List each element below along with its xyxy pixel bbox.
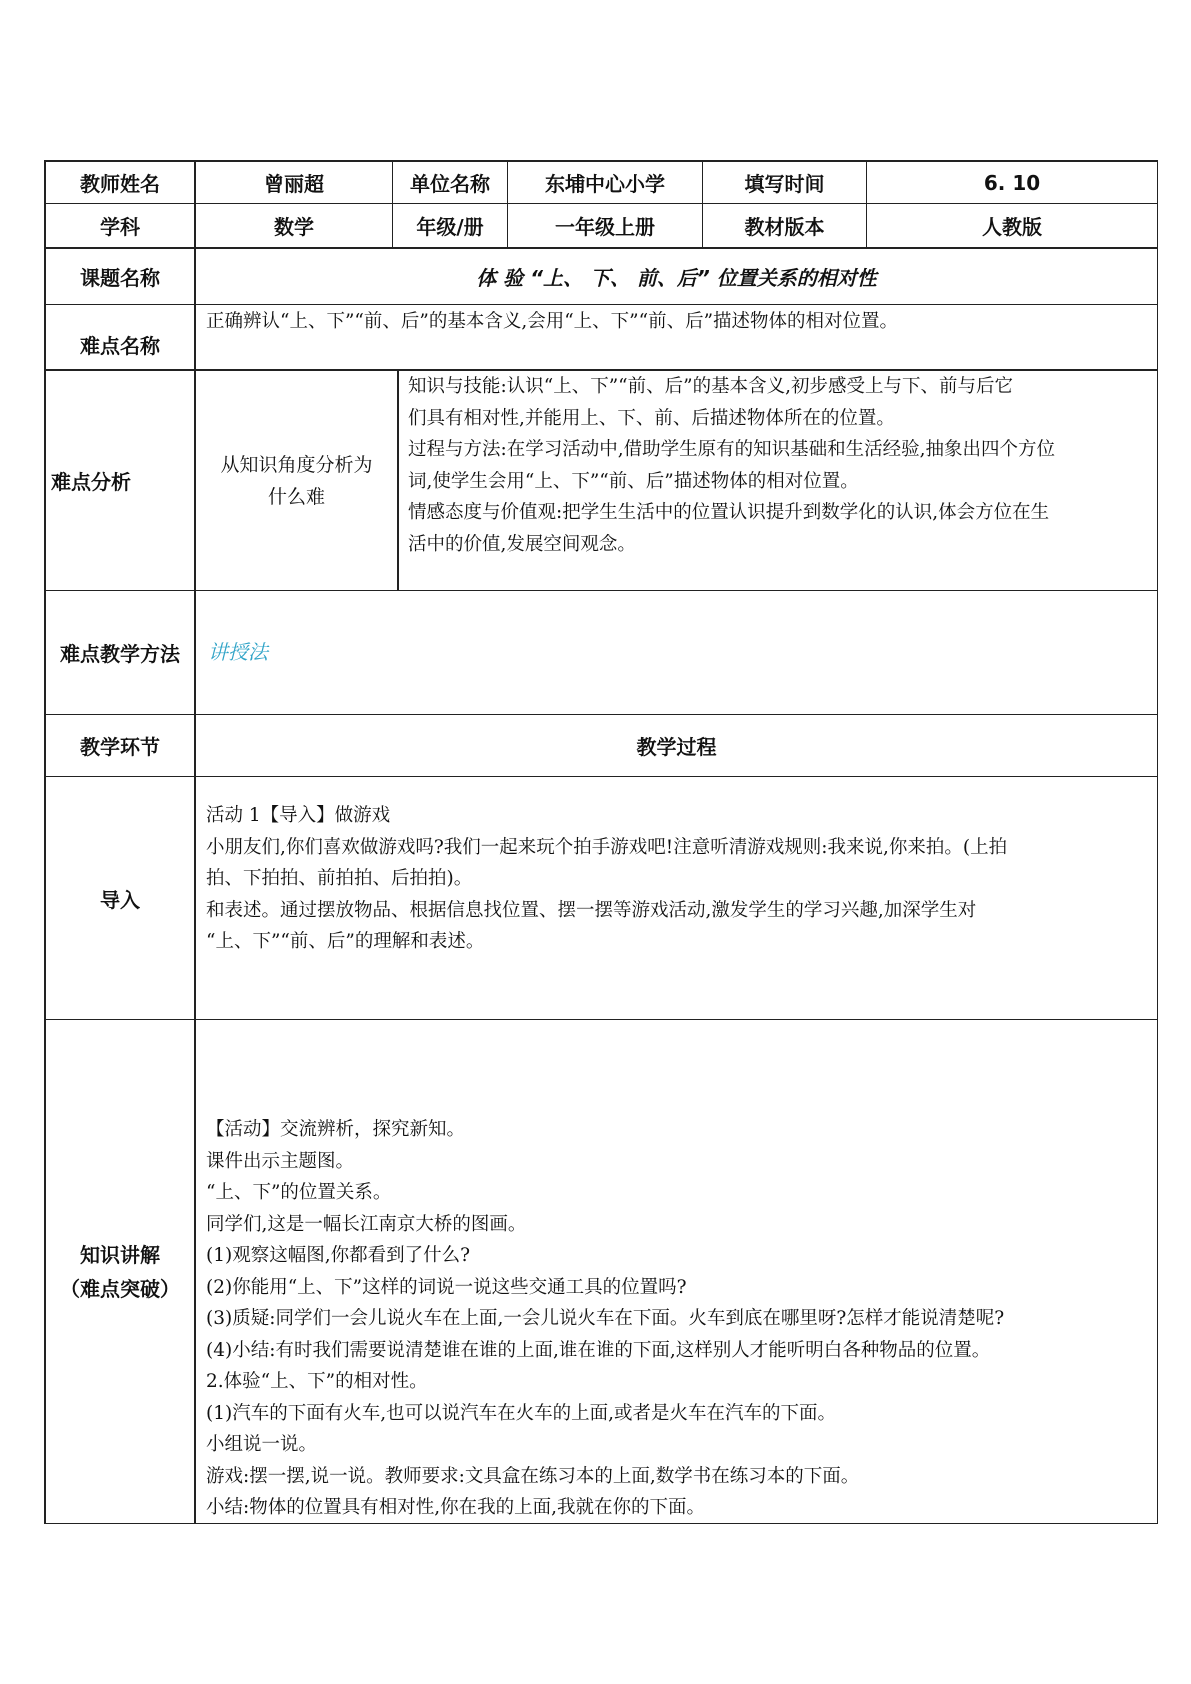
knowledge-label-line: 知识讲解 (80, 1242, 160, 1267)
analysis-sub-label-line: 什么难 (267, 485, 325, 508)
knowledge-line: 同学们,这是一幅长江南京大桥的图画。 (206, 1213, 527, 1235)
subject-label: 学科 (100, 215, 140, 239)
edition-label: 教材版本 (744, 215, 825, 239)
table-rule (44, 590, 1158, 591)
analysis-line: 过程与方法:在学习活动中,借助学生原有的知识基础和生活经验,抽象出四个方位 (408, 439, 1055, 460)
method-label: 难点教学方法 (60, 642, 180, 666)
table-rule (44, 304, 1158, 305)
difficulty-text: 正确辨认“上、下”“前、后”的基本含义,会用“上、下”“前、后”描述物体的相对位置。 (206, 311, 899, 332)
method-value: 讲授法 (208, 640, 268, 664)
knowledge-line: (2)你能用“上、下”这样的词说一说这些交通工具的位置吗? (206, 1276, 687, 1298)
knowledge-line: 2.体验“上、下”的相对性。 (206, 1371, 428, 1392)
fill-date-label: 填写时间 (744, 172, 825, 196)
intro-line: 活动 1【导入】做游戏 (206, 805, 391, 826)
grade-value: 一年级上册 (555, 215, 655, 239)
process-stage-header: 教学环节 (80, 735, 160, 759)
analysis-label: 难点分析 (51, 470, 131, 494)
table-rule (1157, 160, 1158, 1524)
knowledge-line: 课件出示主题图。 (206, 1150, 355, 1172)
unit-name-label: 单位名称 (410, 172, 490, 196)
table-rule (397, 370, 399, 591)
analysis-line: 情感态度与价值观:把学生生活中的位置认识提升到数学化的认识,体会方位在生 (408, 502, 1050, 523)
intro-line: 拍、下拍拍、前拍拍、后拍拍)。 (206, 868, 473, 889)
analysis-sub-label (196, 371, 397, 590)
process-content-header: 教学过程 (636, 735, 717, 759)
knowledge-label-line: （难点突破） (60, 1276, 180, 1301)
analysis-line: 知识与技能:认识“上、下”“前、后”的基本含义,初步感受上与下、前与后它 (408, 376, 1013, 397)
analysis-line: 词,使学生会用“上、下”“前、后”描述物体的相对位置。 (408, 470, 859, 492)
analysis-text (408, 371, 1153, 590)
subject-value: 数学 (274, 215, 314, 239)
knowledge-line: 小结:物体的位置具有相对性,你在我的上面,我就在你的下面。 (206, 1497, 705, 1518)
analysis-sub-label-line: 从知识角度分析为 (220, 453, 373, 476)
teacher-name-label: 教师姓名 (80, 172, 160, 196)
intro-line: 和表述。通过摆放物品、根据信息找位置、摆一摆等游戏活动,激发学生的学习兴趣,加深学生对 (206, 899, 977, 921)
knowledge-line: 【活动】交流辨析，探究新知。 (206, 1119, 466, 1140)
analysis-line: 们具有相对性,并能用上、下、前、后描述物体所在的位置。 (408, 407, 895, 429)
topic-title: 体 验 “上、 下、 前、后” 位置关系的相对性 (476, 266, 877, 290)
table-rule (194, 160, 196, 1524)
knowledge-line: 小组说一说。 (206, 1434, 318, 1455)
intro-line: 小朋友们,你们喜欢做游戏吗?我们一起来玩个拍手游戏吧!注意听清游戏规则:我来说,你来拍。(上拍 (206, 836, 1008, 858)
knowledge-text (206, 1114, 1154, 1522)
table-rule (44, 776, 1158, 777)
knowledge-label (46, 1020, 194, 1523)
intro-label: 导入 (100, 887, 140, 912)
knowledge-line: (4)小结:有时我们需要说清楚谁在谁的上面,谁在谁的下面,这样别人才能听明白各种物品的位置。 (206, 1339, 991, 1361)
teacher-name-value: 曾丽超 (264, 172, 324, 196)
analysis-line: 活中的价值,发展空间观念。 (408, 533, 636, 555)
intro-line: “上、下”“前、后”的理解和表述。 (206, 931, 485, 952)
grade-label: 年级/册 (416, 215, 484, 239)
knowledge-line: “上、下”的位置关系。 (206, 1182, 392, 1203)
knowledge-line: (1)观察这幅图,你都看到了什么? (206, 1245, 471, 1266)
intro-text (206, 800, 1154, 1000)
unit-name-value: 东埔中心小学 (545, 172, 665, 196)
topic-label: 课题名称 (80, 266, 160, 290)
knowledge-line: (3)质疑:同学们一会儿说火车在上面,一会儿说火车在下面。火车到底在哪里呀?怎样才能说清楚呢? (206, 1308, 1005, 1329)
difficulty-label: 难点名称 (80, 333, 160, 358)
knowledge-line: (1)汽车的下面有火车,也可以说汽车在火车的上面,或者是火车在汽车的下面。 (206, 1402, 836, 1424)
edition-value: 人教版 (982, 215, 1042, 239)
knowledge-line: 游戏:摆一摆,说一说。教师要求:文具盒在练习本的上面,数学书在练习本的下面。 (206, 1465, 860, 1487)
fill-date-value: 6. 10 (983, 170, 1041, 195)
table-rule (44, 1019, 1158, 1020)
